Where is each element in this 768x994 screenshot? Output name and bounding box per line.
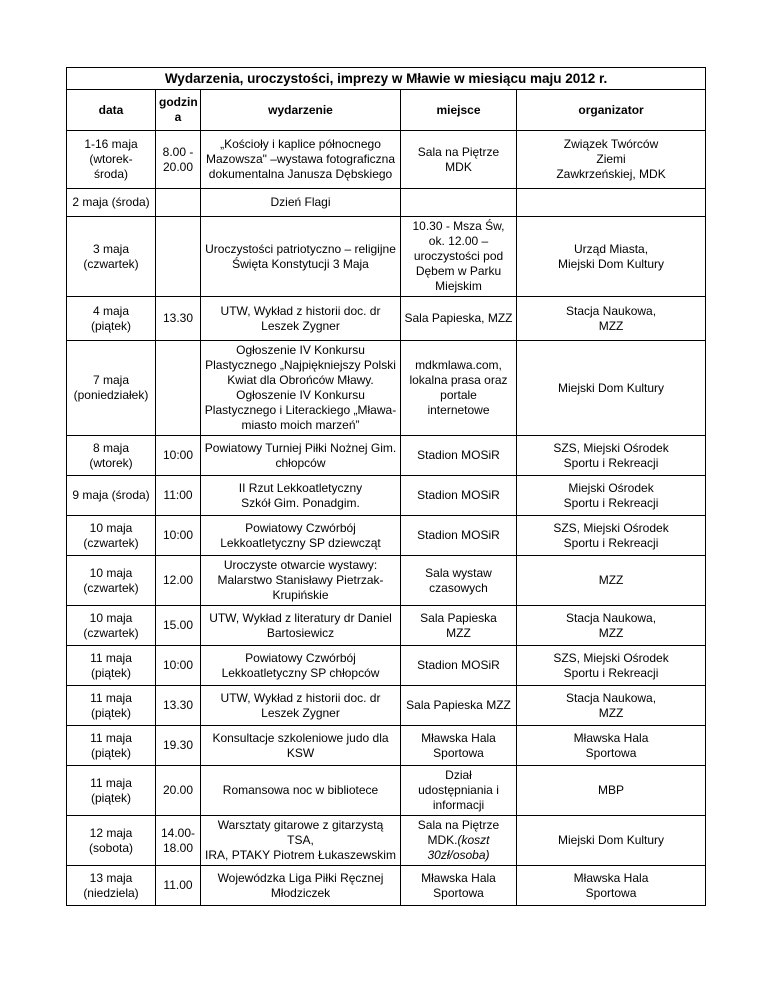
- row-hours-text: 13.30: [162, 311, 194, 325]
- table-title: Wydarzenia, uroczystości, imprezy w Mławie w miesiącu maju 2012 r.: [67, 68, 706, 90]
- row-date-text: 10 maja (czwartek): [83, 565, 139, 595]
- table-row: [67, 189, 706, 217]
- row-place-text: Stadion MOSiR: [417, 448, 500, 462]
- row-date: [67, 556, 156, 606]
- row-date-text: 12 maja (sobota): [88, 825, 134, 855]
- row-place: [401, 516, 517, 556]
- row-organizer-text: MBP: [598, 783, 625, 797]
- row-date-text: 10 maja (czwartek): [83, 610, 139, 640]
- table-row: [67, 726, 706, 766]
- row-hours: [156, 131, 201, 189]
- header-organizer: organizator: [517, 90, 706, 131]
- row-date-text: 11 maja (piątek): [90, 775, 132, 805]
- row-event: [201, 816, 401, 866]
- row-date-text: 8 maja (wtorek): [89, 440, 133, 470]
- row-event-text: Powiatowy Czwórbój Lekkoatletyczny SP chłopców: [221, 650, 380, 680]
- row-event-text: UTW, Wykład z historii doc. dr Leszek Zygner: [220, 303, 381, 333]
- row-date: [67, 436, 156, 476]
- row-hours: [156, 217, 201, 297]
- row-place: [401, 217, 517, 297]
- row-place-text: Sala Papieska MZZ: [406, 698, 511, 712]
- row-date-text: 4 maja (piątek): [90, 303, 131, 333]
- row-date-text: 13 maja (niedziela): [83, 870, 139, 900]
- row-hours: [156, 476, 201, 516]
- row-place-text: 10.30 - Msza Św, ok. 12.00 – uroczystości pod Dębem w Parku Miejskim: [412, 219, 505, 293]
- row-hours: [156, 189, 201, 217]
- row-place: [401, 866, 517, 906]
- row-place-text: Mławska Hala Sportowa: [421, 870, 496, 900]
- row-event: [201, 646, 401, 686]
- row-hours-text: 14.00- 18.00: [160, 825, 196, 855]
- row-place: [401, 646, 517, 686]
- header-row: [67, 90, 706, 131]
- table-row: [67, 646, 706, 686]
- header-hours: godzin a: [156, 90, 201, 131]
- row-hours: [156, 726, 201, 766]
- events-table: [66, 67, 706, 906]
- row-hours: [156, 556, 201, 606]
- row-hours: [156, 436, 201, 476]
- row-organizer: [517, 646, 706, 686]
- row-hours-text: 10:00: [162, 528, 194, 542]
- row-place: [401, 436, 517, 476]
- row-organizer: [517, 556, 706, 606]
- row-place-text: Mławska Hala Sportowa: [421, 730, 496, 760]
- row-date: [67, 766, 156, 816]
- row-event-text: Ogłoszenie IV Konkursu Plastycznego „Najpiękniejszy Polski Kwiat dla Obrońców Mławy. Ogłoszenie IV Konkursu Plastycznego i Literackiego „Mława- miasto moich marzeń”: [204, 343, 397, 432]
- row-organizer: [517, 341, 706, 436]
- row-date-text: 11 maja (piątek): [90, 730, 132, 760]
- row-place: [401, 766, 517, 816]
- row-date-text: 1-16 maja (wtorek- środa): [84, 137, 138, 181]
- table-row: [67, 341, 706, 436]
- row-date-text: 11 maja (piątek): [90, 650, 132, 680]
- row-organizer: [517, 217, 706, 297]
- row-event-text: Uroczyste otwarcie wystawy: Malarstwo Stanisławy Pietrzak- Krupińskie: [217, 558, 384, 602]
- row-place-text: Dział udostępniania i informacji: [418, 768, 499, 812]
- row-event: [201, 436, 401, 476]
- row-hours-text: 12.00: [162, 573, 194, 587]
- row-organizer-text: Urząd Miasta, Miejski Dom Kultury: [558, 241, 665, 271]
- row-date: [67, 516, 156, 556]
- row-event-text: II Rzut Lekkoatletyczny Szkół Gim. Ponadgim.: [238, 480, 363, 510]
- header-date: data: [67, 90, 156, 131]
- table-row: [67, 816, 706, 866]
- row-organizer-text: Mławska Hala Sportowa: [573, 730, 649, 760]
- row-organizer-text: Związek Twórców Ziemi Zawkrzeńskiej, MDK: [556, 137, 666, 181]
- row-date-text: 7 maja (poniedziałek): [73, 373, 149, 402]
- row-place: [401, 189, 517, 217]
- row-organizer: [517, 189, 706, 217]
- row-date: [67, 189, 156, 217]
- table-row: [67, 131, 706, 189]
- row-hours-text: 10:00: [162, 448, 194, 462]
- row-event: [201, 476, 401, 516]
- row-place-text: Sala Papieska MZZ: [420, 610, 497, 640]
- row-date: [67, 646, 156, 686]
- row-date: [67, 866, 156, 906]
- row-organizer-text: MZZ: [598, 573, 624, 587]
- row-event: [201, 726, 401, 766]
- row-organizer: [517, 606, 706, 646]
- row-organizer: [517, 476, 706, 516]
- row-hours: [156, 341, 201, 436]
- row-organizer-text: Miejski Dom Kultury: [558, 380, 665, 395]
- row-date: [67, 297, 156, 341]
- row-organizer: [517, 816, 706, 866]
- row-event: [201, 217, 401, 297]
- row-organizer: [517, 766, 706, 816]
- place-price-note: (koszt 30zł/osoba): [427, 833, 490, 862]
- row-hours-text: 8.00 - 20.00: [162, 144, 194, 174]
- row-date: [67, 686, 156, 726]
- row-hours: [156, 866, 201, 906]
- row-event: [201, 297, 401, 341]
- header-event: wydarzenie: [201, 90, 401, 131]
- table-row: [67, 217, 706, 297]
- row-organizer-text: Mławska Hala Sportowa: [573, 870, 649, 900]
- row-hours: [156, 606, 201, 646]
- row-event: [201, 686, 401, 726]
- row-hours-text: 19.30: [162, 738, 194, 752]
- row-date-text: 10 maja (czwartek): [83, 520, 139, 550]
- table-row: [67, 866, 706, 906]
- row-date: [67, 606, 156, 646]
- row-hours: [156, 816, 201, 866]
- table-row: [67, 436, 706, 476]
- row-organizer: [517, 866, 706, 906]
- row-hours-text: 11:00: [163, 488, 193, 502]
- row-hours-text: 15.00: [162, 618, 194, 632]
- row-event-text: Wojewódzka Liga Piłki Ręcznej Młodziczek: [217, 870, 384, 900]
- row-event-text: UTW, Wykład z literatury dr Daniel Bartosiewicz: [209, 610, 392, 640]
- row-organizer: [517, 131, 706, 189]
- row-date-text: 9 maja (środa): [72, 488, 150, 502]
- table-row: [67, 686, 706, 726]
- row-hours-text: 13.30: [162, 698, 194, 712]
- row-organizer-text: SZS, Miejski Ośrodek Sportu i Rekreacji: [553, 520, 669, 550]
- row-hours-text: 20.00: [162, 783, 194, 797]
- row-organizer-text: SZS, Miejski Ośrodek Sportu i Rekreacji: [553, 440, 669, 470]
- row-event: [201, 606, 401, 646]
- row-place: [401, 606, 517, 646]
- row-event: [201, 866, 401, 906]
- row-date-text: 3 maja (czwartek): [83, 241, 139, 271]
- events-document: [66, 67, 705, 906]
- row-place: [401, 341, 517, 436]
- row-event: [201, 189, 401, 217]
- row-organizer-text: Stacja Naukowa, MZZ: [566, 690, 657, 720]
- row-place: [401, 297, 517, 341]
- row-event-text: UTW, Wykład z historii doc. dr Leszek Zygner: [220, 690, 381, 720]
- row-place: [401, 726, 517, 766]
- row-event: [201, 766, 401, 816]
- row-organizer: [517, 516, 706, 556]
- row-place: [401, 816, 517, 866]
- row-place-text: mdkmlawa.com, lokalna prasa oraz portale internetowe: [409, 358, 508, 417]
- row-event-text: Romansowa noc w bibliotece: [222, 783, 379, 797]
- row-place-text: Sala wystaw czasowych: [425, 565, 492, 595]
- row-hours: [156, 516, 201, 556]
- table-row: [67, 476, 706, 516]
- row-date: [67, 726, 156, 766]
- row-event: [201, 516, 401, 556]
- row-organizer: [517, 436, 706, 476]
- row-event: [201, 131, 401, 189]
- row-date: [67, 816, 156, 866]
- row-event-text: Uroczystości patriotyczno – religijne Święta Konstytucji 3 Maja: [205, 241, 396, 271]
- table-row: [67, 606, 706, 646]
- row-event-text: Powiatowy Czwórbój Lekkoatletyczny SP dziewcząt: [220, 520, 381, 550]
- row-event-text: „Kościoły i kaplice północnego Mazowsza" –wystawa fotograficzna dokumentalna Janusza Dębskiego: [205, 137, 395, 181]
- row-event-text: Powiatowy Turniej Piłki Nożnej Gim. chłopców: [204, 440, 397, 470]
- table-row: [67, 556, 706, 606]
- table-row: [67, 297, 706, 341]
- row-event-text: Konsultacje szkoleniowe judo dla KSW: [212, 730, 389, 760]
- row-hours: [156, 766, 201, 816]
- row-place-text: Sala na Piętrze MDK.: [417, 818, 500, 847]
- row-organizer: [517, 297, 706, 341]
- row-date: [67, 131, 156, 189]
- row-event: [201, 556, 401, 606]
- row-organizer-text: SZS, Miejski Ośrodek Sportu i Rekreacji: [553, 650, 669, 680]
- row-hours-text: 11.00: [163, 878, 193, 892]
- row-organizer-text: Stacja Naukowa, MZZ: [566, 610, 657, 640]
- row-place-text: Stadion MOSiR: [417, 658, 500, 672]
- row-hours-text: 10:00: [162, 658, 194, 672]
- table-row: [67, 766, 706, 816]
- row-place-text: Sala na Piętrze MDK: [417, 144, 500, 174]
- row-place: [401, 131, 517, 189]
- row-date-text: 11 maja (piątek): [90, 690, 132, 720]
- row-date: [67, 217, 156, 297]
- table-row: [67, 516, 706, 556]
- row-place-text: Sala Papieska, MZZ: [404, 311, 513, 325]
- row-organizer: [517, 726, 706, 766]
- header-place: miejsce: [401, 90, 517, 131]
- row-date: [67, 341, 156, 436]
- row-place: [401, 686, 517, 726]
- row-event: [201, 341, 401, 436]
- row-organizer-text: Miejski Ośrodek Sportu i Rekreacji: [563, 480, 659, 510]
- row-hours: [156, 646, 201, 686]
- row-place: [401, 476, 517, 516]
- row-place-text: Stadion MOSiR: [417, 528, 500, 542]
- row-place: [401, 556, 517, 606]
- row-hours: [156, 297, 201, 341]
- row-event-text: Dzień Flagi: [270, 195, 331, 209]
- row-hours: [156, 686, 201, 726]
- row-organizer: [517, 686, 706, 726]
- row-date-text: 2 maja (środa): [72, 195, 150, 209]
- row-event-text: Warsztaty gitarowe z gitarzystą TSA, IRA, PTAKY Piotrem Łukaszewskim: [205, 818, 396, 862]
- row-organizer-text: Stacja Naukowa, MZZ: [566, 303, 657, 333]
- row-place-text: Stadion MOSiR: [417, 488, 500, 502]
- row-date: [67, 476, 156, 516]
- row-organizer-text: Miejski Dom Kultury: [558, 833, 665, 847]
